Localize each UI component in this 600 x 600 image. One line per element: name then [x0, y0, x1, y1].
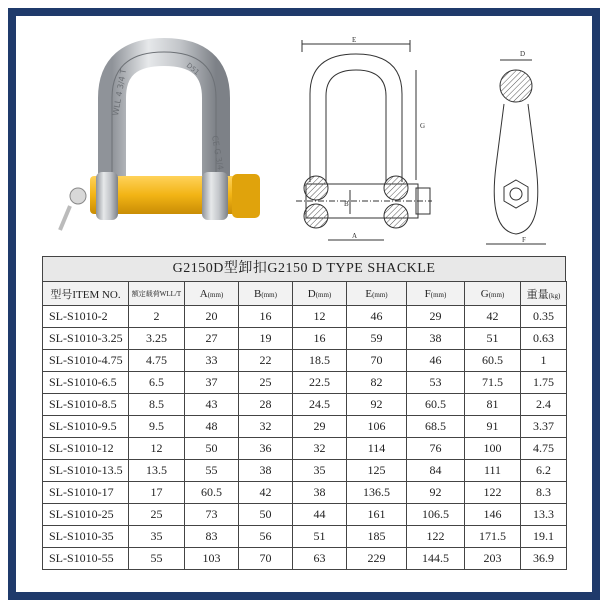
table-cell: 27 — [185, 328, 239, 350]
table-cell: 106.5 — [407, 504, 465, 526]
table-row — [43, 504, 567, 526]
table-cell: 81 — [465, 394, 521, 416]
table-cell: 8.3 — [521, 482, 567, 504]
table-cell: 51 — [293, 526, 347, 548]
item-no-cell: SL-S1010-6.5 — [43, 372, 129, 394]
table-cell: 16 — [293, 328, 347, 350]
table-cell: 55 — [185, 460, 239, 482]
table-cell: 12 — [129, 438, 185, 460]
table-cell: 0.63 — [521, 328, 567, 350]
svg-text:G: G — [420, 122, 426, 130]
table-cell: 13.3 — [521, 504, 567, 526]
item-no-cell: SL-S1010-9.5 — [43, 416, 129, 438]
table-row — [43, 460, 567, 482]
table-cell: 171.5 — [465, 526, 521, 548]
table-cell: 144.5 — [407, 548, 465, 570]
table-cell: 70 — [239, 548, 293, 570]
table-cell: 29 — [293, 416, 347, 438]
item-no-cell: SL-S1010-13.5 — [43, 460, 129, 482]
header-f: F(mm) — [407, 282, 465, 306]
table-cell: 1 — [521, 350, 567, 372]
table-cell: 9.5 — [129, 416, 185, 438]
table-cell: 63 — [293, 548, 347, 570]
table-cell: 2 — [129, 306, 185, 328]
svg-text:A: A — [352, 232, 358, 240]
table-cell: 42 — [465, 306, 521, 328]
item-no-cell: SL-S1010-2 — [43, 306, 129, 328]
table-cell: 36 — [239, 438, 293, 460]
header-a: A(mm) — [185, 282, 239, 306]
item-no-cell: SL-S1010-25 — [43, 504, 129, 526]
side-view-drawing — [486, 50, 546, 244]
table-title: G2150D型卸扣G2150 D TYPE SHACKLE — [42, 256, 566, 281]
header-wll: 额定载荷WLL/T — [129, 282, 185, 306]
table-cell: 50 — [239, 504, 293, 526]
table-cell: 161 — [347, 504, 407, 526]
table-cell: 82 — [347, 372, 407, 394]
table-cell: 35 — [129, 526, 185, 548]
header-b: B(mm) — [239, 282, 293, 306]
table-cell: 51 — [465, 328, 521, 350]
table-row — [43, 482, 567, 504]
front-view-drawing — [296, 36, 432, 240]
item-no-cell: SL-S1010-4.75 — [43, 350, 129, 372]
table-cell: 92 — [347, 394, 407, 416]
table-cell: 6.2 — [521, 460, 567, 482]
table-row — [43, 416, 567, 438]
table-cell: 84 — [407, 460, 465, 482]
item-no-cell: SL-S1010-3.25 — [43, 328, 129, 350]
table-cell: 71.5 — [465, 372, 521, 394]
header-weight: 重量(kg) — [521, 282, 567, 306]
table-cell: 60.5 — [407, 394, 465, 416]
table-cell: 32 — [239, 416, 293, 438]
table-cell: 146 — [465, 504, 521, 526]
table-cell: 136.5 — [347, 482, 407, 504]
table-cell: 42 — [239, 482, 293, 504]
table-row — [43, 394, 567, 416]
table-cell: 44 — [293, 504, 347, 526]
table-cell: 111 — [465, 460, 521, 482]
table-cell: 22 — [239, 350, 293, 372]
table-cell: 100 — [465, 438, 521, 460]
table-body — [43, 306, 567, 570]
item-no-cell: SL-S1010-8.5 — [43, 394, 129, 416]
table-cell: 22.5 — [293, 372, 347, 394]
table-cell: 122 — [407, 526, 465, 548]
table-row — [43, 526, 567, 548]
svg-text:WLL 4 3/4 T: WLL 4 3/4 T — [111, 68, 129, 117]
table-cell: 103 — [185, 548, 239, 570]
table-cell: 29 — [407, 306, 465, 328]
table-cell: 3.25 — [129, 328, 185, 350]
table-cell: 114 — [347, 438, 407, 460]
item-no-cell: SL-S1010-12 — [43, 438, 129, 460]
table-cell: 6.5 — [129, 372, 185, 394]
shackle-photo — [60, 52, 260, 230]
table-cell: 83 — [185, 526, 239, 548]
table-cell: 19.1 — [521, 526, 567, 548]
table-cell: 4.75 — [521, 438, 567, 460]
table-cell: 46 — [347, 306, 407, 328]
table-cell: 91 — [465, 416, 521, 438]
item-no-cell: SL-S1010-55 — [43, 548, 129, 570]
table-cell: 38 — [293, 482, 347, 504]
table-cell: 24.5 — [293, 394, 347, 416]
table-cell: 43 — [185, 394, 239, 416]
table-row — [43, 438, 567, 460]
table-cell: 60.5 — [465, 350, 521, 372]
table-cell: 37 — [185, 372, 239, 394]
table-cell: 55 — [129, 548, 185, 570]
table-cell: 32 — [293, 438, 347, 460]
table-cell: 36.9 — [521, 548, 567, 570]
header-item-no: 型号ITEM NO. — [43, 282, 129, 306]
table-cell: 13.5 — [129, 460, 185, 482]
table-row — [43, 548, 567, 570]
header-d: D(mm) — [293, 282, 347, 306]
svg-text:CE G 3/4: CE G 3/4 — [210, 134, 225, 171]
table-cell: 19 — [239, 328, 293, 350]
svg-text:D51: D51 — [184, 61, 201, 77]
header-e: E(mm) — [347, 282, 407, 306]
table-cell: 2.4 — [521, 394, 567, 416]
table-cell: 3.37 — [521, 416, 567, 438]
table-row — [43, 350, 567, 372]
table-cell: 203 — [465, 548, 521, 570]
table-cell: 16 — [239, 306, 293, 328]
table-cell: 4.75 — [129, 350, 185, 372]
table-row — [43, 328, 567, 350]
header-g: G(mm) — [465, 282, 521, 306]
table-cell: 185 — [347, 526, 407, 548]
table-cell: 35 — [293, 460, 347, 482]
table-header-row — [43, 282, 567, 306]
table-cell: 106 — [347, 416, 407, 438]
table-cell: 92 — [407, 482, 465, 504]
product-illustrations — [16, 16, 592, 252]
table-cell: 48 — [185, 416, 239, 438]
table-cell: 38 — [407, 328, 465, 350]
table-cell: 28 — [239, 394, 293, 416]
item-no-cell: SL-S1010-35 — [43, 526, 129, 548]
shackle-nut — [232, 174, 260, 218]
table-cell: 12 — [293, 306, 347, 328]
table-cell: 56 — [239, 526, 293, 548]
table-row — [43, 306, 567, 328]
table-cell: 0.35 — [521, 306, 567, 328]
table-cell: 17 — [129, 482, 185, 504]
table-cell: 125 — [347, 460, 407, 482]
table-cell: 25 — [239, 372, 293, 394]
spec-table — [42, 281, 567, 570]
svg-text:E: E — [352, 36, 357, 44]
table-cell: 46 — [407, 350, 465, 372]
item-no-cell: SL-S1010-17 — [43, 482, 129, 504]
table-cell: 73 — [185, 504, 239, 526]
table-cell: 229 — [347, 548, 407, 570]
table-cell: 8.5 — [129, 394, 185, 416]
table-cell: 20 — [185, 306, 239, 328]
table-cell: 70 — [347, 350, 407, 372]
svg-text:B: B — [344, 200, 349, 208]
table-cell: 50 — [185, 438, 239, 460]
table-cell: 76 — [407, 438, 465, 460]
table-cell: 38 — [239, 460, 293, 482]
page-frame — [8, 8, 600, 600]
table-cell: 53 — [407, 372, 465, 394]
table-cell: 18.5 — [293, 350, 347, 372]
table-cell: 25 — [129, 504, 185, 526]
table-cell: 122 — [465, 482, 521, 504]
table-cell: 33 — [185, 350, 239, 372]
table-cell: 59 — [347, 328, 407, 350]
svg-text:F: F — [522, 236, 526, 244]
table-cell: 68.5 — [407, 416, 465, 438]
svg-text:D: D — [520, 50, 526, 58]
spec-table-container — [42, 256, 566, 570]
table-cell: 1.75 — [521, 372, 567, 394]
table-cell: 60.5 — [185, 482, 239, 504]
table-row — [43, 372, 567, 394]
